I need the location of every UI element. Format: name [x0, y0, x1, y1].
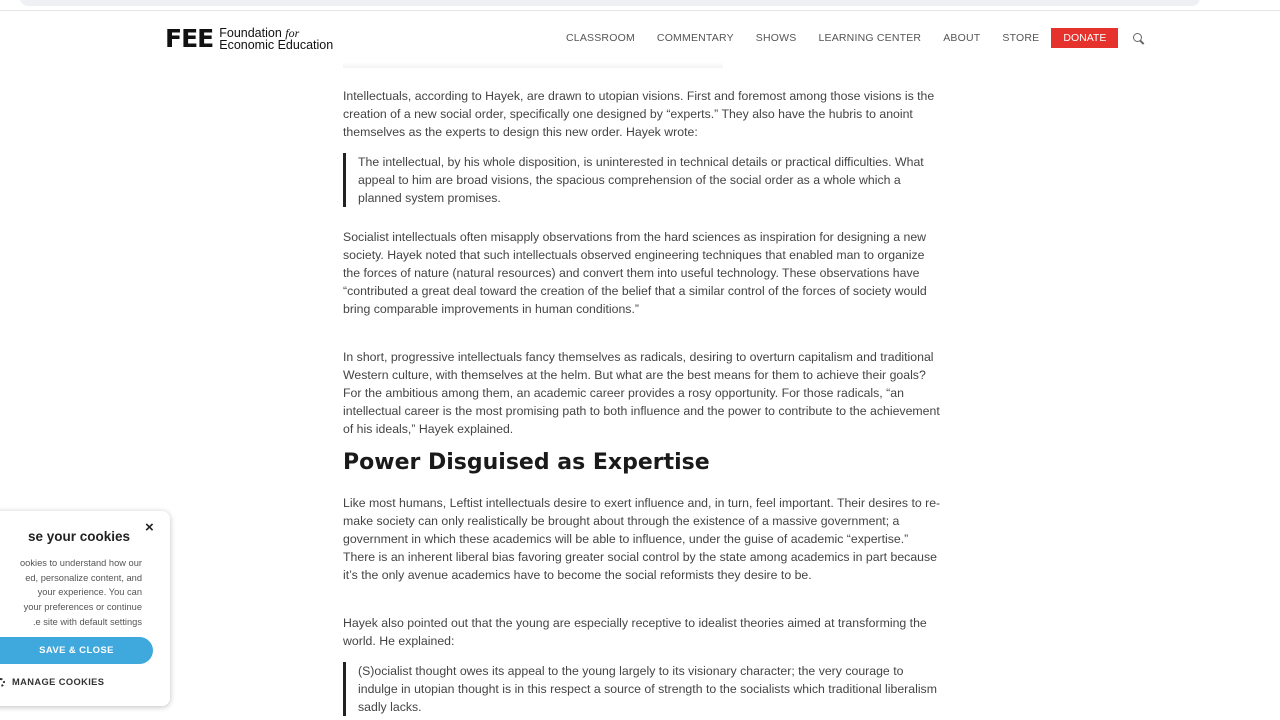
logo-line2: Economic Education — [219, 38, 334, 52]
main-nav — [566, 28, 1144, 48]
close-icon[interactable]: × — [145, 519, 154, 536]
site-logo[interactable] — [165, 24, 334, 53]
cookie-consent-panel — [0, 511, 170, 706]
cookie-line: your experience. You can — [37, 587, 142, 598]
logo-mark: FEE — [165, 24, 214, 53]
logo-for: for — [285, 26, 300, 40]
nav-classroom[interactable]: CLASSROOM — [566, 32, 635, 44]
save-and-close-button[interactable]: SAVE & CLOSE — [0, 637, 153, 664]
nav-commentary[interactable]: COMMENTARY — [656, 32, 734, 44]
nav-learning-center[interactable]: LEARNING CENTER — [818, 32, 922, 44]
cookie-line: ed, personalize content, and — [25, 572, 142, 583]
paragraph-5: Hayek also pointed out that the young are especially receptive to idealist theories aimed at transforming the world. He explained: — [343, 616, 927, 648]
blockquote-2: (S)ocialist thought owes its appeal to the young largely to its visionary character; the very courage to indulge in utopian thought is in this respect a source of strength to the socialists which traditional liberalism sadly lacks. — [343, 662, 943, 716]
manage-cookies-label: MANAGE COOKIES — [12, 677, 105, 687]
cookie-line: your preferences or continue — [23, 602, 142, 613]
scrolled-text-remnant — [343, 62, 723, 68]
blockquote-1: The intellectual, by his whole disposition, is uninterested in technical details or practical difficulties. What appeal to him are broad visions, the spacious comprehension of the social order as a whole which a planned system promises. — [343, 153, 943, 207]
paragraph-4: Like most humans, Leftist intellectuals desire to exert influence and, in turn, feel important. Their desires to re-make society can only realistically be brought about through the existence of a massive government; a government in which these academics will be able to influence, under the guise of academic “expertise.” There is an inherent liberal bias favoring greater social control by the state among academics in part because it’s the only avenue academics have to become the social reformists they desire to be. — [343, 496, 941, 582]
manage-cookies-button[interactable] — [0, 677, 104, 687]
browser-top-strip — [0, 0, 1280, 10]
logo-text — [219, 27, 333, 51]
cookie-description — [0, 556, 142, 630]
paragraph-1: Intellectuals, according to Hayek, are drawn to utopian visions. First and foremost among those visions is the creation of a new social order, specifically one designed by “experts.” They also have the hubris to anoint themselves as the experts to design this new order. Hayek wrote: — [343, 89, 935, 139]
paragraph-2: Socialist intellectuals often misapply observations from the hard sciences as inspiration for designing a new society. Hayek noted that such intellectuals observed engineering techniques that enabled man to organize the forces of nature (natural resources) and convert them into useful technology. These observations have “contributed a great deal toward the creation of the belief that a similar control of the forces of society would bring comparable improvements in human conditions.” — [343, 230, 927, 316]
address-bar-remnant — [20, 0, 1200, 6]
nav-about[interactable]: ABOUT — [943, 32, 981, 44]
donate-button[interactable]: DONATE — [1051, 28, 1118, 48]
paragraph-3: In short, progressive intellectuals fancy themselves as radicals, desiring to overturn capitalism and traditional Western culture, with themselves at the helm. But what are the best means for them to achieve their goals? For the ambitious among them, an academic career provides a rosy opportunity. For those radicals, “an intellectual career is the most promising path to both influence and the power to contribute to the achievement of his ideals,” Hayek explained. — [343, 350, 940, 436]
logo-line1: Foundation — [219, 26, 282, 40]
section-heading: Power Disguised as Expertise — [343, 450, 710, 475]
search-icon[interactable] — [1133, 33, 1144, 44]
gear-icon — [0, 678, 5, 687]
cookie-line: e site with default settings. — [32, 616, 142, 627]
nav-shows[interactable]: SHOWS — [755, 32, 797, 44]
cookie-title: se your cookies — [27, 529, 130, 544]
cookie-line: ookies to understand how our — [20, 558, 142, 568]
site-header — [0, 11, 1280, 63]
nav-store[interactable]: STORE — [1002, 32, 1040, 44]
